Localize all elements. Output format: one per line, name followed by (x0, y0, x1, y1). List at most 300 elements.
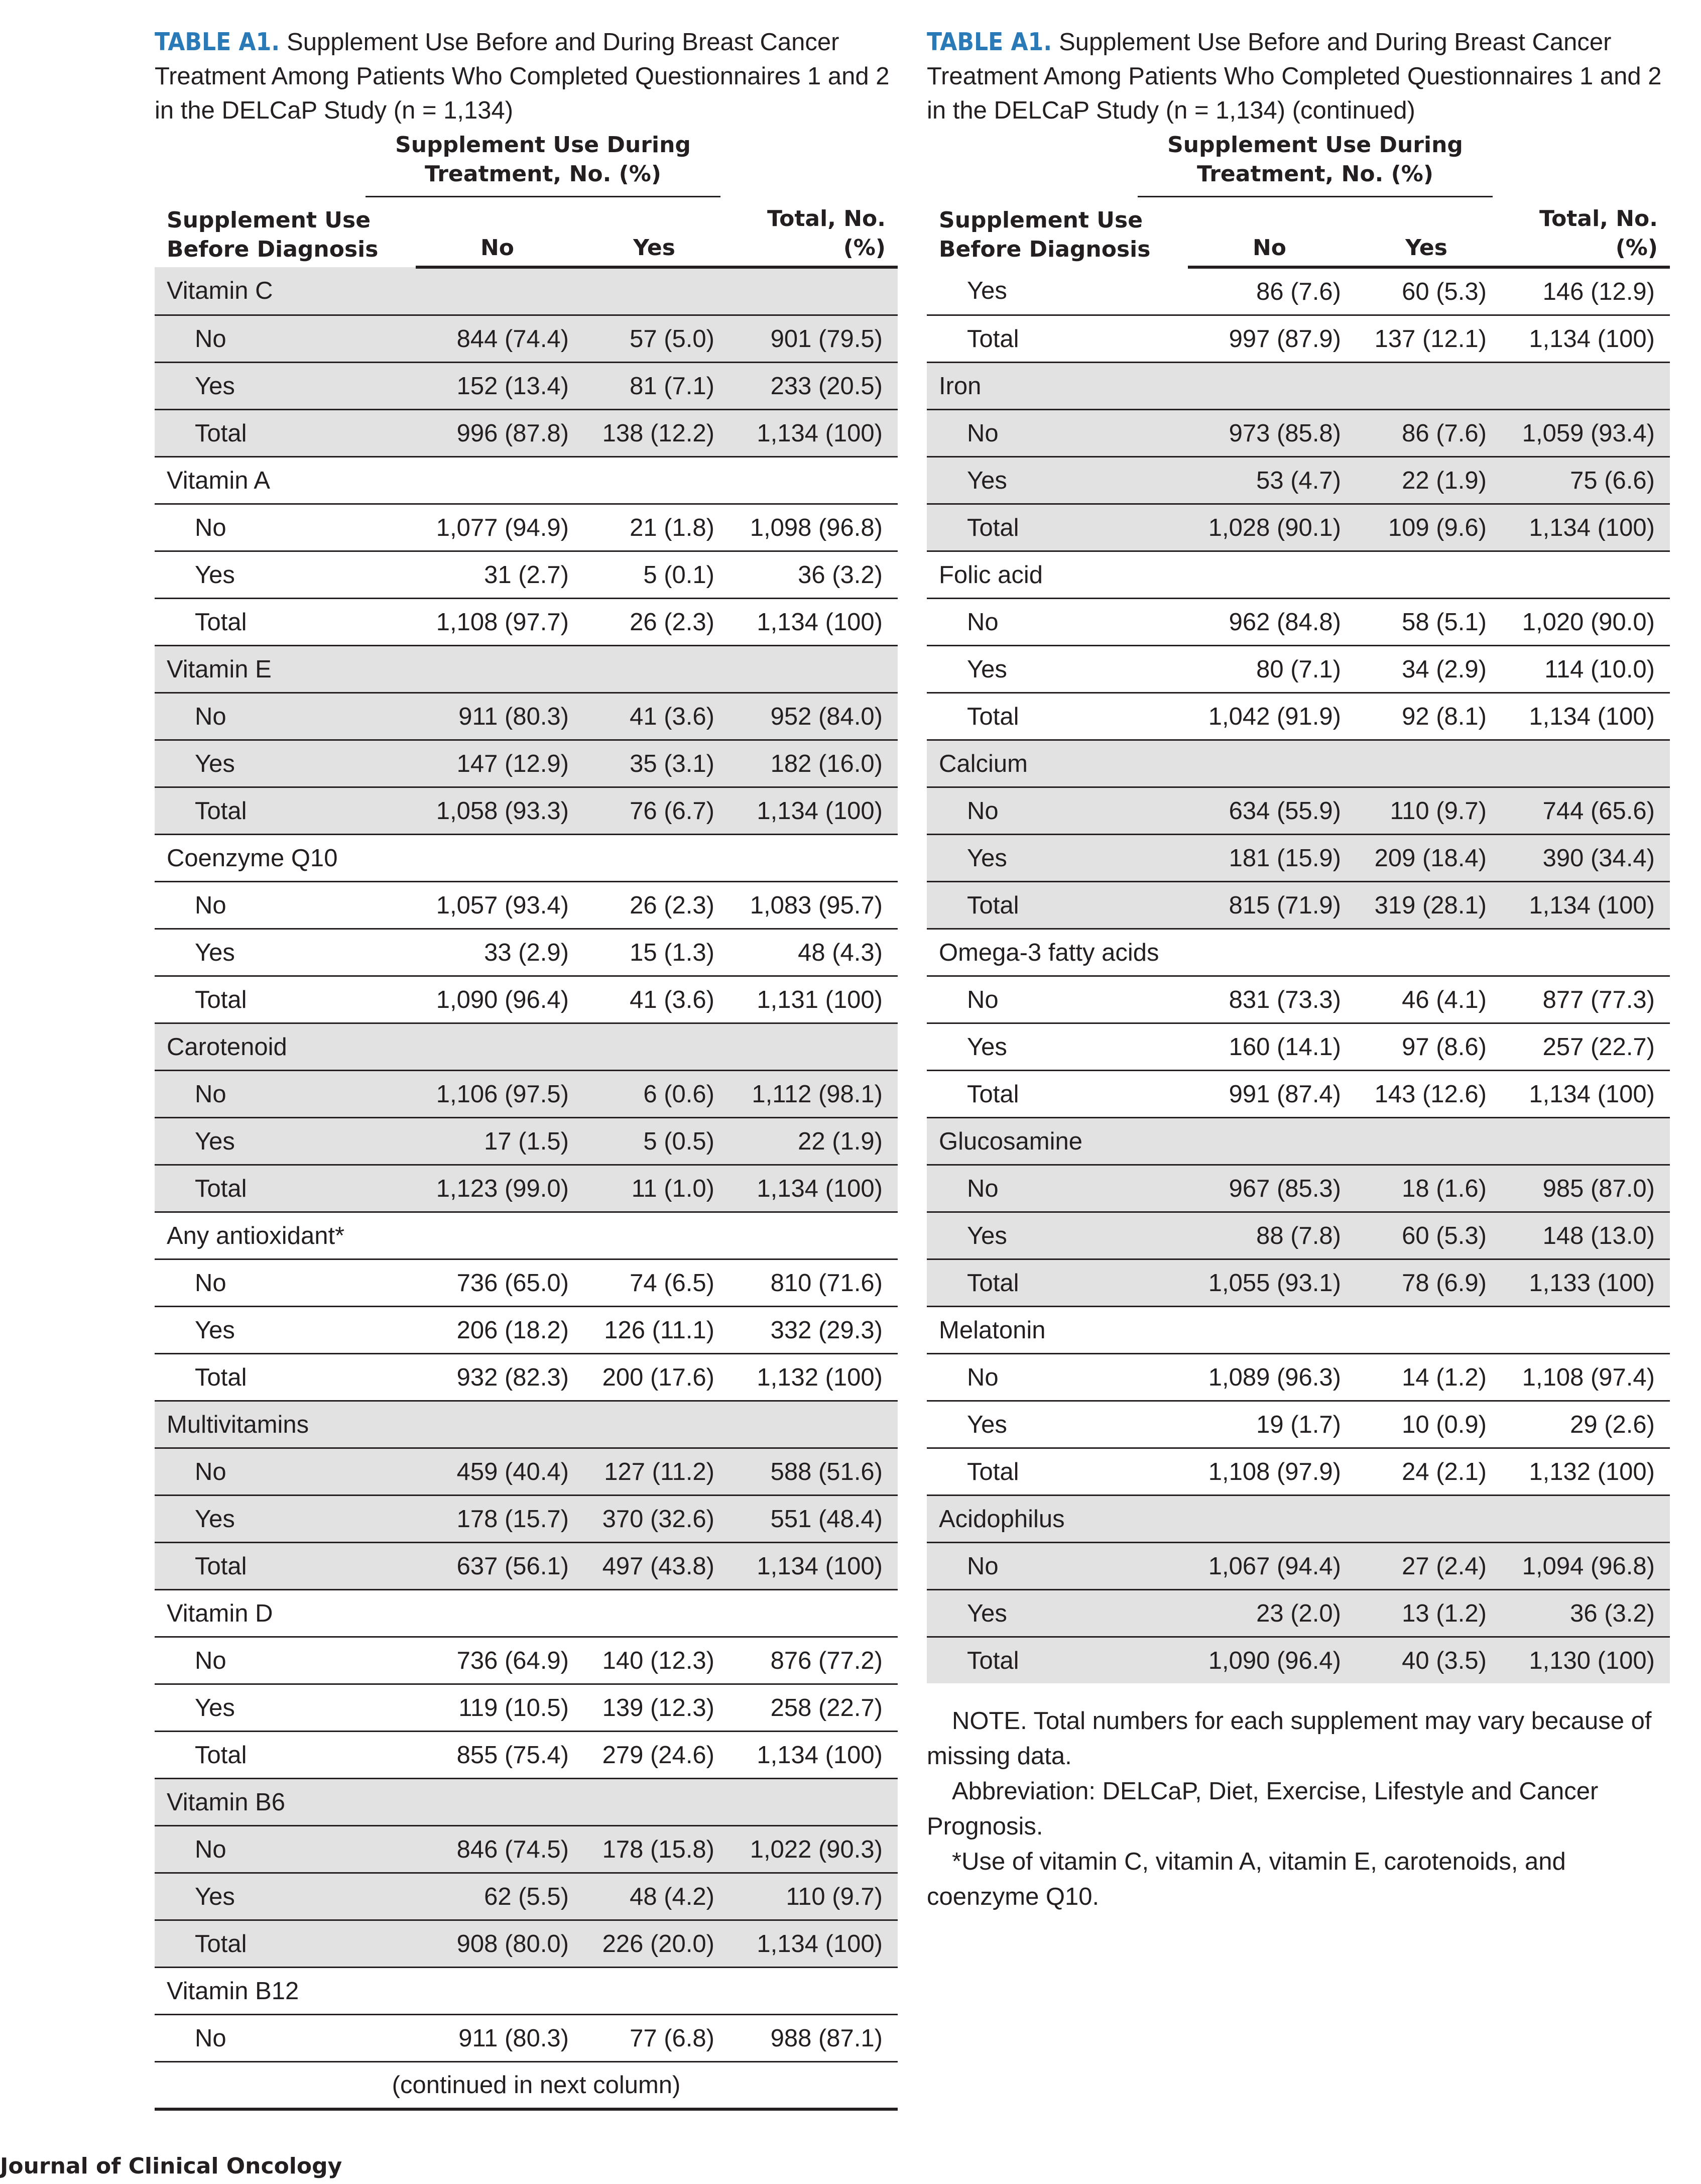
row-label: Yes (927, 1023, 1188, 1071)
table-row (927, 1165, 1670, 1212)
cell-total: 48 (4.3) (730, 929, 898, 976)
cell-no: 911 (80.3) (458, 2024, 569, 2052)
group-row (155, 267, 898, 315)
cell-no: 147 (12.9) (416, 740, 579, 787)
cell-no: 119 (10.5) (416, 1684, 579, 1732)
header-yes: Yes (1351, 204, 1502, 267)
cell-yes: 86 (7.6) (1351, 410, 1502, 457)
table-row (927, 1543, 1670, 1590)
supplement-name: Calcium (927, 740, 1188, 787)
table-row (155, 599, 898, 646)
cell-no: 962 (84.8) (1188, 599, 1351, 646)
row-label: No (155, 1826, 416, 1873)
table-row (927, 1401, 1670, 1448)
cell-total (730, 1590, 898, 1637)
table-row (155, 1826, 898, 1873)
header-no: No (416, 204, 579, 267)
cell-yes: 11 (1.0) (579, 1165, 730, 1212)
group-row (155, 1590, 898, 1637)
cell-no: 1,042 (91.9) (1188, 693, 1351, 740)
row-label: Yes (155, 363, 416, 410)
cell-total: 876 (77.2) (730, 1637, 898, 1684)
cell-yes: 92 (8.1) (1351, 693, 1502, 740)
row-label: Total (155, 976, 416, 1023)
cell-no (416, 1779, 579, 1826)
table-row (927, 835, 1670, 882)
group-row (155, 1968, 898, 2015)
table-caption (927, 25, 1670, 128)
cell-yes: 18 (1.6) (1351, 1165, 1502, 1212)
cell-total: 810 (71.6) (730, 1259, 898, 1307)
row-label: Yes (155, 1118, 416, 1165)
cell-total: 1,098 (96.8) (730, 504, 898, 551)
header-during-treatment: Supplement Use During Treatment, No. (%) (366, 131, 720, 197)
cell-total: 744 (65.6) (1502, 787, 1670, 835)
cell-total: 114 (10.0) (1502, 646, 1670, 693)
table-row (155, 693, 898, 740)
row-label: Yes (927, 835, 1188, 882)
table-row (155, 882, 898, 929)
row-label: Total (927, 504, 1188, 551)
table-row (155, 551, 898, 599)
cell-yes (1351, 363, 1502, 410)
cell-no (1188, 740, 1351, 787)
table-row (927, 976, 1670, 1023)
cell-yes (579, 457, 730, 504)
table-row (927, 1071, 1670, 1118)
cell-total: 257 (22.7) (1502, 1023, 1670, 1071)
cell-no: 459 (40.4) (416, 1448, 579, 1496)
cell-no: 19 (1.7) (1188, 1401, 1351, 1448)
row-label: Total (927, 882, 1188, 929)
table-row (155, 1496, 898, 1543)
cell-no: 1,058 (93.3) (416, 787, 579, 835)
header-total: Total, No. (%) (1502, 204, 1670, 267)
cell-no: 831 (73.3) (1188, 976, 1351, 1023)
row-label: No (155, 1448, 416, 1496)
table-row (927, 1637, 1670, 1684)
cell-yes: 26 (2.3) (579, 599, 730, 646)
left-column (155, 25, 898, 2111)
cell-no (416, 835, 579, 882)
cell-no: 17 (1.5) (416, 1118, 579, 1165)
row-label: Yes (927, 457, 1188, 504)
supplement-name: Acidophilus (927, 1496, 1188, 1543)
cell-yes (579, 1212, 730, 1259)
cell-no: 1,108 (97.9) (1188, 1448, 1351, 1496)
cell-yes: 35 (3.1) (579, 740, 730, 787)
table-row (927, 504, 1670, 551)
cell-total: 1,083 (95.7) (730, 882, 898, 929)
cell-yes (579, 1968, 730, 2015)
table-row (927, 882, 1670, 929)
group-row (155, 1023, 898, 1071)
footnote-text: *Use of vitamin C, vitamin A, vitamin E, carotenoids, and coenzyme Q10. (927, 1848, 1566, 1910)
abbreviation-text: Abbreviation: DELCaP, Diet, Exercise, Lifestyle and Cancer Prognosis. (927, 1778, 1599, 1840)
table-row (155, 1873, 898, 1920)
cell-yes: 14 (1.2) (1351, 1354, 1502, 1401)
row-label: No (155, 1259, 416, 1307)
cell-total: 1,134 (100) (1502, 504, 1670, 551)
table-row (155, 1684, 898, 1732)
cell-total: 988 (87.1) (770, 2024, 883, 2052)
cell-no: 637 (56.1) (416, 1543, 579, 1590)
table-row (155, 1732, 898, 1779)
cell-yes: 13 (1.2) (1351, 1590, 1502, 1637)
cell-total: 1,108 (97.4) (1502, 1354, 1670, 1401)
cell-no: 1,090 (96.4) (416, 976, 579, 1023)
cell-yes (1351, 1496, 1502, 1543)
cell-no: 206 (18.2) (416, 1307, 579, 1354)
cell-yes: 60 (5.3) (1351, 1212, 1502, 1259)
cell-total: 1,020 (90.0) (1502, 599, 1670, 646)
cell-total: 1,134 (100) (730, 599, 898, 646)
cell-total: 1,134 (100) (730, 410, 898, 457)
supplement-name: Vitamin B12 (155, 1968, 416, 2015)
cell-no: 31 (2.7) (416, 551, 579, 599)
cell-yes: 10 (0.9) (1351, 1401, 1502, 1448)
cell-yes: 41 (3.6) (579, 976, 730, 1023)
cell-total (730, 1023, 898, 1071)
cell-total (1502, 740, 1670, 787)
cell-no: 152 (13.4) (416, 363, 579, 410)
cell-total: 1,112 (98.1) (730, 1071, 898, 1118)
supplement-name: Coenzyme Q10 (155, 835, 416, 882)
cell-total: 985 (87.0) (1502, 1165, 1670, 1212)
cell-yes: 26 (2.3) (579, 882, 730, 929)
cell-no: 62 (5.5) (416, 1873, 579, 1920)
cell-total: 1,022 (90.3) (730, 1826, 898, 1873)
row-label: No (927, 599, 1188, 646)
row-label: No (927, 1165, 1188, 1212)
row-label: No (927, 976, 1188, 1023)
cell-no: 736 (65.0) (416, 1259, 579, 1307)
supplement-name: Melatonin (927, 1307, 1188, 1354)
cell-total: 29 (2.6) (1502, 1401, 1670, 1448)
cell-yes (1351, 551, 1502, 599)
table-label: TABLE A1. (927, 28, 1052, 56)
table-row (927, 1448, 1670, 1496)
cell-no: 160 (14.1) (1188, 1023, 1351, 1071)
supplement-name: Any antioxidant* (155, 1212, 416, 1259)
cell-yes: 78 (6.9) (1351, 1259, 1502, 1307)
table-row (927, 1023, 1670, 1071)
cell-total: 1,130 (100) (1502, 1637, 1670, 1684)
cell-total: 1,134 (100) (730, 1165, 898, 1212)
row-label: Total (155, 1165, 416, 1212)
row-label: No (927, 1543, 1188, 1590)
cell-no (416, 1968, 579, 2015)
row-label: No (927, 1354, 1188, 1401)
supplement-name: Iron (927, 363, 1188, 410)
cell-yes: 40 (3.5) (1351, 1637, 1502, 1684)
cell-total (730, 1968, 898, 2015)
cell-yes (579, 1590, 730, 1637)
cell-total: 1,094 (96.8) (1502, 1543, 1670, 1590)
row-label: Total (155, 787, 416, 835)
group-row (927, 1118, 1670, 1165)
table-row (927, 1212, 1670, 1259)
cell-total: 75 (6.6) (1502, 457, 1670, 504)
table-row (155, 1259, 898, 1307)
cell-total: 1,133 (100) (1502, 1259, 1670, 1307)
cell-yes: 138 (12.2) (579, 410, 730, 457)
table-row (155, 787, 898, 835)
cell-total: 1,134 (100) (1502, 315, 1670, 363)
supplement-name: Omega-3 fatty acids (927, 929, 1188, 976)
cell-no (1188, 929, 1351, 976)
row-label: Total (155, 599, 416, 646)
cell-no (1188, 1118, 1351, 1165)
cell-no: 33 (2.9) (416, 929, 579, 976)
cell-yes: 5 (0.5) (579, 1118, 730, 1165)
cell-no (1188, 363, 1351, 410)
table-body-right (927, 267, 1670, 1683)
cell-no (1188, 1496, 1351, 1543)
row-label: Yes (927, 1212, 1188, 1259)
table-row (155, 1637, 898, 1684)
cell-yes (579, 1401, 730, 1448)
cell-no: 844 (74.4) (416, 315, 579, 363)
cell-total: 233 (20.5) (730, 363, 898, 410)
cell-total (730, 457, 898, 504)
cell-yes (1351, 929, 1502, 976)
cell-total: 1,134 (100) (730, 787, 898, 835)
supplement-table-right (927, 131, 1670, 1683)
row-label: Total (927, 1071, 1188, 1118)
row-label: Total (155, 410, 416, 457)
cell-yes: 6 (0.6) (579, 1071, 730, 1118)
table-row (155, 1543, 898, 1590)
cell-no (416, 1590, 579, 1637)
cell-total: 1,134 (100) (1502, 882, 1670, 929)
cell-total: 952 (84.0) (730, 693, 898, 740)
table-row (927, 315, 1670, 363)
table-row (927, 410, 1670, 457)
cell-total: 22 (1.9) (730, 1118, 898, 1165)
cell-no: 911 (80.3) (416, 693, 579, 740)
cell-total (1502, 1118, 1670, 1165)
cell-total: 110 (9.7) (730, 1873, 898, 1920)
row-label: Yes (155, 929, 416, 976)
cell-total: 1,132 (100) (730, 1354, 898, 1401)
cell-no: 991 (87.4) (1188, 1071, 1351, 1118)
cell-total (730, 835, 898, 882)
row-label: Total (927, 693, 1188, 740)
group-row (155, 457, 898, 504)
table-label: TABLE A1. (155, 28, 280, 56)
table-notes (927, 1703, 1670, 1914)
table-row (927, 787, 1670, 835)
cell-no: 997 (87.9) (1188, 315, 1351, 363)
cell-yes: 21 (1.8) (579, 504, 730, 551)
cell-yes: 279 (24.6) (579, 1732, 730, 1779)
cell-total (1502, 1307, 1670, 1354)
cell-yes: 209 (18.4) (1351, 835, 1502, 882)
cell-no: 1,106 (97.5) (416, 1071, 579, 1118)
header-yes: Yes (579, 204, 730, 267)
continued-note: (continued in next column) (155, 2061, 898, 2111)
supplement-name: Vitamin A (155, 457, 416, 504)
cell-total: 390 (34.4) (1502, 835, 1670, 882)
group-row (927, 929, 1670, 976)
cell-yes: 27 (2.4) (1351, 1543, 1502, 1590)
cell-yes: 497 (43.8) (579, 1543, 730, 1590)
row-label: Yes (155, 1496, 416, 1543)
row-label: Yes (155, 1307, 416, 1354)
cell-total: 588 (51.6) (730, 1448, 898, 1496)
cell-no: 1,077 (94.9) (416, 504, 579, 551)
header-before-diagnosis: Supplement Use Before Diagnosis (939, 207, 1151, 262)
group-row (927, 551, 1670, 599)
cell-total: 332 (29.3) (730, 1307, 898, 1354)
cell-total: 1,134 (100) (1502, 1071, 1670, 1118)
table-row (155, 2015, 898, 2061)
row-label: Yes (927, 1590, 1188, 1637)
cell-no: 996 (87.8) (416, 410, 579, 457)
cell-yes: 15 (1.3) (579, 929, 730, 976)
table-row (155, 1307, 898, 1354)
row-label: Total (927, 315, 1188, 363)
row-label: Total (927, 1637, 1188, 1684)
supplement-name: Glucosamine (927, 1118, 1188, 1165)
cell-total: 146 (12.9) (1502, 267, 1670, 315)
cell-total (730, 1212, 898, 1259)
cell-no (416, 1401, 579, 1448)
cell-no (416, 267, 579, 315)
cell-yes: 81 (7.1) (579, 363, 730, 410)
cell-yes: 126 (11.1) (579, 1307, 730, 1354)
cell-yes: 110 (9.7) (1351, 787, 1502, 835)
cell-no: 1,090 (96.4) (1188, 1637, 1351, 1684)
cell-yes: 48 (4.2) (579, 1873, 730, 1920)
cell-yes (579, 1023, 730, 1071)
supplement-name: Vitamin C (155, 267, 416, 315)
cell-total (730, 1401, 898, 1448)
cell-yes: 226 (20.0) (579, 1920, 730, 1968)
cell-yes: 46 (4.1) (1351, 976, 1502, 1023)
supplement-name: Vitamin B6 (155, 1779, 416, 1826)
cell-no: 1,067 (94.4) (1188, 1543, 1351, 1590)
row-label: No (155, 882, 416, 929)
row-label: Total (155, 1920, 416, 1968)
cell-yes (579, 1779, 730, 1826)
row-label: Yes (927, 1401, 1188, 1448)
cell-yes (579, 646, 730, 693)
cell-no: 1,055 (93.1) (1188, 1259, 1351, 1307)
table-row (927, 267, 1670, 315)
caption-text: Supplement Use Before and During Breast Cancer Treatment Among Patients Who Completed Questionnaires 1 and 2 in the DELCaP Study (n = 1,134) (155, 29, 890, 124)
cell-yes: 137 (12.1) (1351, 315, 1502, 363)
cell-total: 1,132 (100) (1502, 1448, 1670, 1496)
row-label: Yes (155, 551, 416, 599)
cell-yes: 140 (12.3) (579, 1637, 730, 1684)
cell-no: 736 (64.9) (416, 1637, 579, 1684)
row-label: No (927, 410, 1188, 457)
cell-no: 973 (85.8) (1188, 410, 1351, 457)
cell-total: 551 (48.4) (730, 1496, 898, 1543)
supplement-table-left (155, 131, 898, 2061)
cell-yes: 319 (28.1) (1351, 882, 1502, 929)
cell-no: 967 (85.3) (1188, 1165, 1351, 1212)
cell-no (416, 646, 579, 693)
row-label: No (155, 1637, 416, 1684)
cell-total: 36 (3.2) (730, 551, 898, 599)
row-label: No (155, 504, 416, 551)
row-label: Total (155, 1354, 416, 1401)
cell-no: 1,028 (90.1) (1188, 504, 1351, 551)
table-row (927, 599, 1670, 646)
cell-total: 148 (13.0) (1502, 1212, 1670, 1259)
cell-yes: 139 (12.3) (579, 1684, 730, 1732)
table-row (927, 1590, 1670, 1637)
cell-yes: 5 (0.1) (579, 551, 730, 599)
table-row (927, 646, 1670, 693)
cell-total (730, 1779, 898, 1826)
cell-yes: 370 (32.6) (579, 1496, 730, 1543)
row-label: Total (927, 1259, 1188, 1307)
supplement-name: Folic acid (927, 551, 1188, 599)
cell-total (730, 267, 898, 315)
cell-total: 258 (22.7) (730, 1684, 898, 1732)
cell-total: 1,134 (100) (730, 1543, 898, 1590)
cell-yes: 109 (9.6) (1351, 504, 1502, 551)
row-label: No (155, 1071, 416, 1118)
cell-yes (1351, 1118, 1502, 1165)
cell-no: 855 (75.4) (416, 1732, 579, 1779)
header-before-diagnosis: Supplement Use Before Diagnosis (167, 207, 379, 262)
cell-no: 1,089 (96.3) (1188, 1354, 1351, 1401)
cell-no: 634 (55.9) (1188, 787, 1351, 835)
row-label: Yes (927, 646, 1188, 693)
cell-yes: 24 (2.1) (1351, 1448, 1502, 1496)
cell-total: 1,134 (100) (730, 1920, 898, 1968)
caption-text: Supplement Use Before and During Breast Cancer Treatment Among Patients Who Completed Questionnaires 1 and 2 in the DELCaP Study (n = 1,134) (continued) (927, 29, 1662, 124)
table-row (155, 1448, 898, 1496)
table-row (927, 1354, 1670, 1401)
cell-no: 178 (15.7) (416, 1496, 579, 1543)
header-no: No (1188, 204, 1351, 267)
table-row (155, 740, 898, 787)
cell-yes: 58 (5.1) (1351, 599, 1502, 646)
row-label: Total (155, 1732, 416, 1779)
row-label: Total (927, 1448, 1188, 1496)
cell-total: 877 (77.3) (1502, 976, 1670, 1023)
table-caption (155, 25, 898, 128)
cell-yes: 77 (6.8) (630, 2024, 714, 2052)
row-label: Yes (927, 267, 1188, 315)
cell-no: 846 (74.5) (416, 1826, 579, 1873)
table-row (155, 1071, 898, 1118)
cell-no: 53 (4.7) (1188, 457, 1351, 504)
row-label: No (155, 693, 416, 740)
cell-yes: 41 (3.6) (579, 693, 730, 740)
group-row (155, 835, 898, 882)
table-row (155, 1354, 898, 1401)
group-row (927, 363, 1670, 410)
cell-yes: 178 (15.8) (579, 1826, 730, 1873)
row-label: Yes (155, 1684, 416, 1732)
table-row (155, 1118, 898, 1165)
supplement-name: Vitamin E (155, 646, 416, 693)
cell-no (416, 1212, 579, 1259)
supplement-name: Multivitamins (155, 1401, 416, 1448)
row-label: Yes (155, 1873, 416, 1920)
group-row (927, 1496, 1670, 1543)
cell-no: 23 (2.0) (1188, 1590, 1351, 1637)
cell-yes (579, 835, 730, 882)
table-row (927, 1259, 1670, 1307)
